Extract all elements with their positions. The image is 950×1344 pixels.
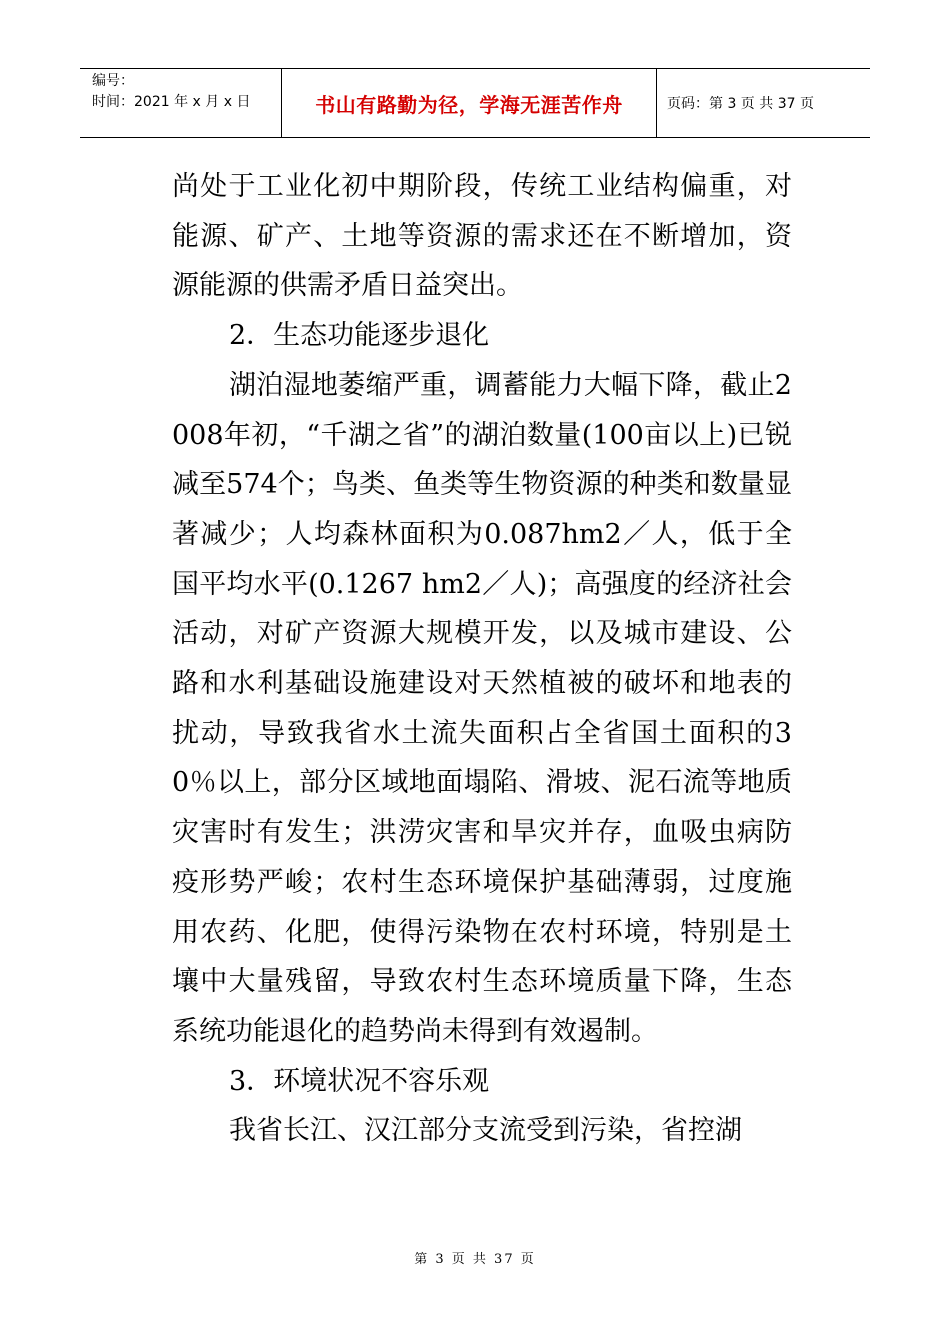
time-label: 时间：2021 年 x 月 x 日: [92, 94, 251, 110]
header-page-info: 页码：第 3 页 共 37 页: [667, 96, 814, 112]
header-meta: [80, 69, 282, 137]
number-label: 编号：: [92, 73, 134, 89]
page-header: [80, 68, 870, 138]
paragraph-environment: 我省长江、汉江部分支流受到污染，省控湖: [229, 1115, 742, 1147]
page-footer: 第 3 页 共 37 页: [414, 1252, 536, 1267]
header-motto: 书山有路勤为径，学海无涯苦作舟: [315, 92, 623, 117]
section-heading-2: 2．生态功能逐步退化: [229, 320, 490, 352]
section-heading-3: 3．环境状况不容乐观: [229, 1065, 490, 1097]
paragraph-ecology: 湖泊湿地萎缩严重，调蓄能力大幅下降，截止2008年初，“千湖之省”的湖泊数量(100亩以上)已锐减至574个；鸟类、鱼类等生物资源的种类和数量显著减少；人均森林面积为0.087hm2／人，低于全国平均水平(0.1267 hm2／人)；高强度的经济社会活动，对矿产资源大规模开发，以及城市建设、公路和水利基础设施建设对天然植被的破坏和地表的扰动，导致我省水土流失面积占全省国土面积的30％以上，部分区域地面塌陷、滑坡、泥石流等地质灾害时有发生；洪涝灾害和旱灾并存，血吸虫病防疫形势严峻；农村生态环境保护基础薄弱，过度施用农药、化肥，使得污染物在农村环境，特别是土壤中大量残留，导致农村生态环境质量下降，生态系统功能退化的趋势尚未得到有效遏制。: [172, 369, 792, 1047]
paragraph-continued: 尚处于工业化初中期阶段，传统工业结构偏重，对能源、矿产、土地等资源的需求还在不断增加，资源能源的供需矛盾日益突出。: [172, 171, 792, 302]
header-motto-cell: [282, 69, 657, 137]
document-body: [172, 162, 792, 1156]
